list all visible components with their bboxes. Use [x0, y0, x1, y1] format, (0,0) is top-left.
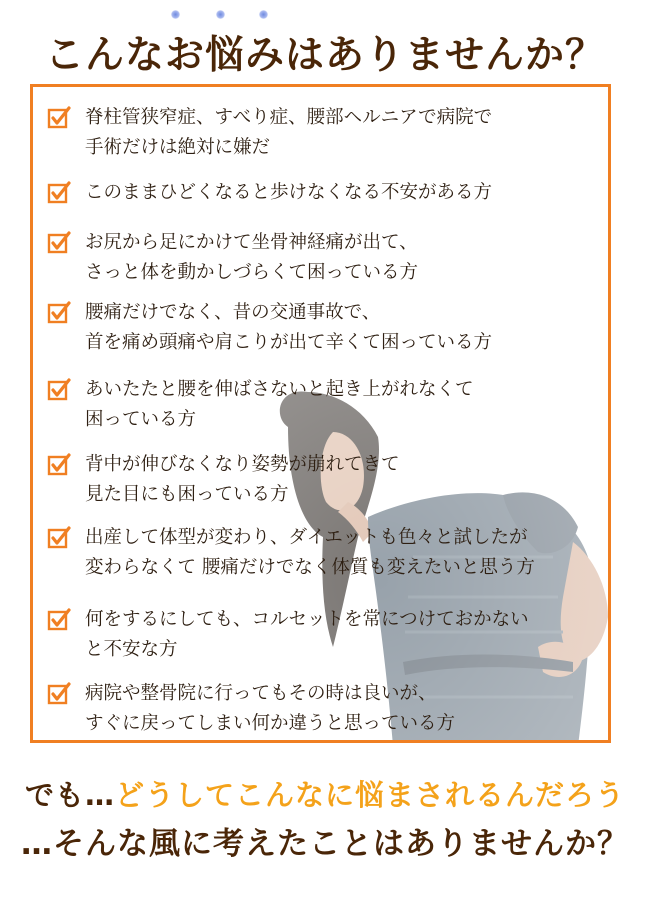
checkbox-checked-icon [47, 301, 71, 325]
footer-accent: どうしてこんなに悩まされるんだろう [115, 778, 626, 812]
checklist-box [30, 84, 611, 743]
checkbox-checked-icon [47, 453, 71, 477]
checklist-item-text: 何をするにしても、コルセットを常につけておかない と不安な方 [85, 609, 529, 660]
checklist-item-text: あいたたと腰を伸ばさないと起き上がれなくて 困っている方 [85, 379, 474, 430]
checkbox-checked-icon [47, 231, 71, 255]
checkbox-checked-icon [47, 181, 71, 205]
checklist-item-text: 背中が伸びなくなり姿勢が崩れてきて 見た目にも困っている方 [85, 454, 400, 505]
checkbox-checked-icon [47, 682, 71, 706]
page-title: こんなお悩みはありませんか？ [44, 33, 605, 78]
checklist-item-text: 脊柱管狭窄症、すべり症、腰部ヘルニアで病院で 手術だけは絶対に嫌だ [85, 107, 493, 158]
checklist-item-text: お尻から足にかけて坐骨神経痛が出て、 さっと体を動かしづらくて困っている方 [85, 232, 419, 283]
dot [171, 10, 180, 19]
checklist-item-text: 病院や整骨院に行ってもその時は良いが、 すぐに戻ってしまい何か違うと思っている方 [85, 683, 456, 734]
checklist-item-text: 腰痛だけでなく、昔の交通事故で、 首を痛め頭痛や肩こりが出て辛くて困っている方 [85, 302, 493, 353]
dot [259, 10, 268, 19]
checkbox-checked-icon [47, 106, 71, 130]
checklist-item-text: このままひどくなると歩けなくなる不安がある方 [85, 182, 493, 203]
footer-closing-line: …そんな風に考えたことはありませんか？ [21, 826, 629, 862]
footer-question-line [0, 773, 650, 814]
checkbox-checked-icon [47, 378, 71, 402]
checklist-item-text: 出産して体型が変わり、ダイエットも色々と試したが 変わらなくて 腰痛だけでなく体質も変えたいと思う方 [85, 527, 535, 578]
checkbox-checked-icon [47, 608, 71, 632]
dot [216, 10, 225, 19]
checkbox-checked-icon [47, 526, 71, 550]
footer-lead: でも… [24, 778, 115, 812]
decorative-dots [171, 10, 271, 20]
